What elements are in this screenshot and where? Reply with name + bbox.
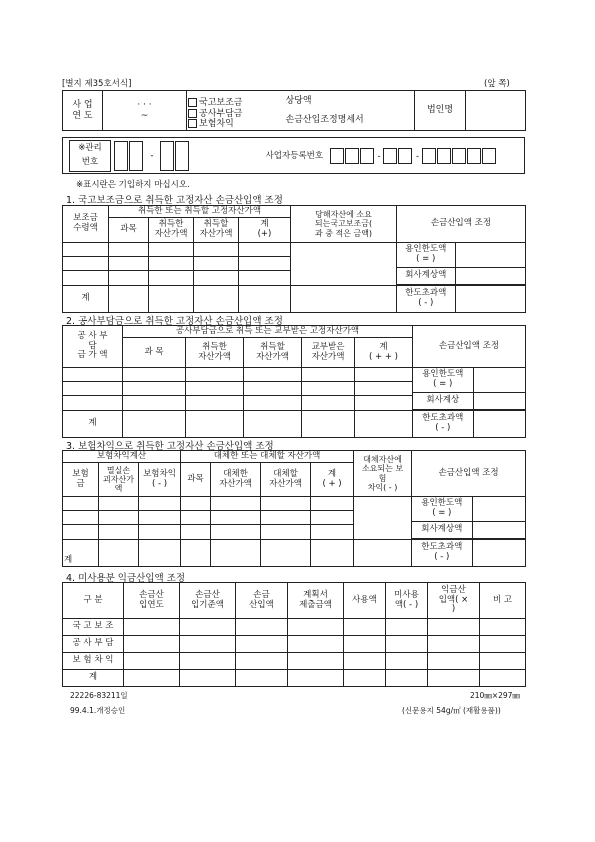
h-sum: 계 ( + ): [311, 463, 354, 497]
page-side: (앞 쪽): [484, 79, 510, 89]
notice: ※표시란은 기입하지 마십시오.: [76, 180, 190, 190]
form-options: [187, 91, 285, 131]
mgmt-box[interactable]: [175, 141, 189, 171]
section2-table: [62, 325, 526, 438]
section4-table: [62, 582, 526, 687]
h-acquired: 취득한 또는 취득할 고정자산가액: [109, 206, 291, 218]
biz-box[interactable]: [360, 148, 374, 164]
adj-limit: 용인한도액 ( = ): [397, 243, 455, 267]
h-acq-plan: 취득할 자산가액: [244, 338, 302, 368]
section2-title: 2. 공사부담금으로 취득한 고정자산 손금산입액 조정: [66, 316, 283, 327]
h-note: 비 고: [480, 583, 526, 619]
h-gain: 보험차익 ( - ): [139, 463, 181, 497]
biz-box[interactable]: [383, 148, 397, 164]
total-label: 계: [63, 539, 99, 566]
biz-box[interactable]: [467, 148, 481, 164]
option-insurance-gain[interactable]: 보험차익: [188, 119, 284, 123]
adj-limit: 용인한도액 ( = ): [412, 497, 472, 521]
section3-table: [62, 450, 526, 567]
adj-company: 회사계상액: [397, 267, 455, 284]
section1-table: [62, 205, 526, 313]
biz-box[interactable]: [437, 148, 451, 164]
corp-label: 법인명: [415, 91, 466, 131]
h-acq-done: 취득한 자산가액: [186, 338, 244, 368]
total-label: 계: [63, 285, 109, 312]
h-year: 손금산 입연도: [124, 583, 180, 619]
adj-excess: 한도초과액 ( - ): [413, 411, 473, 437]
date-dots: · · ·: [137, 100, 152, 111]
row-label: 보 험 차 익: [63, 653, 124, 670]
date-tilde: ~: [140, 110, 149, 121]
corp-name-field[interactable]: [466, 91, 526, 131]
h-acq-plan: 취득할 자산가액: [194, 218, 239, 243]
h-amount: 손금 산입액: [236, 583, 288, 619]
adj-limit: 용인한도액 ( = ): [413, 368, 473, 392]
footer-paper: (신문용지 54g/㎡ (재활용품)): [402, 706, 501, 715]
h-adjust: 손금산입액 조정: [397, 206, 526, 243]
h-income: 익금산 입액( × ): [428, 583, 480, 619]
h-granted: 교부받은 자산가액: [302, 338, 355, 368]
mgmt-label: ※관리 번호: [69, 140, 111, 172]
option-national-subsidy[interactable]: 국고보조금: [188, 98, 284, 108]
h-kind: 구 분: [63, 583, 124, 619]
biz-box[interactable]: [482, 148, 496, 164]
h-rep-plan: 대체할 자산가액: [261, 463, 311, 497]
h-item: 과목: [181, 463, 211, 497]
h-rep-done: 대체한 자산가액: [211, 463, 261, 497]
form-title: 상당액 손금산입조정명세서: [285, 91, 415, 131]
h-subsidy: 보조금 수령액: [63, 206, 109, 243]
h-portion: 대체자산에 소요되는 보 험 차익( - ): [354, 451, 412, 497]
biz-box[interactable]: [345, 148, 359, 164]
h-portion: 당해자산에 소요 되는국고보조금( 과 중 적은 금액): [291, 206, 397, 243]
section1-title: 1. 국고보조금으로 취득한 고정자산 손금산입액 조정: [66, 195, 283, 206]
h-item: 과목: [109, 218, 149, 243]
mgmt-row: [63, 138, 525, 174]
footer-approval: 99.4.1.개정승인: [70, 706, 126, 715]
h-lost: 멸실손 괴자산가 액: [99, 463, 139, 497]
h-calc: 보험차익계산: [63, 451, 181, 463]
mgmt-box[interactable]: [160, 141, 174, 171]
footer-size: 210㎜×297㎜: [470, 691, 520, 700]
biz-dash: -: [377, 151, 381, 161]
adjust-sub: [397, 243, 525, 285]
total-label: 계: [63, 410, 123, 437]
adj-company: 회사계상액: [412, 521, 472, 538]
section4-title: 4. 미사용분 익금산입액 조정: [66, 573, 186, 584]
adj-company: 회사계상: [413, 392, 473, 409]
biz-box[interactable]: [398, 148, 412, 164]
biz-box[interactable]: [330, 148, 344, 164]
checkbox-icon[interactable]: [188, 109, 197, 118]
checkbox-icon[interactable]: [188, 119, 197, 128]
h-used: 사용액: [344, 583, 386, 619]
checkbox-icon[interactable]: [188, 98, 197, 107]
year-range[interactable]: [103, 91, 187, 131]
mgmt-box[interactable]: [114, 141, 128, 171]
mgmt-dash: -: [150, 151, 154, 161]
h-base: 손금산 입기준액: [180, 583, 236, 619]
h-insur: 보험 금: [63, 463, 99, 497]
h-item: 과 목: [123, 338, 186, 368]
h-sum: 계 (+): [239, 218, 291, 243]
h-sum: 계 ( + + ): [355, 338, 413, 368]
adj-excess: 한도초과액 ( - ): [397, 286, 455, 312]
adj-excess: 한도초과액 ( - ): [412, 540, 472, 566]
h-replace: 대체한 또는 대체할 자산가액: [181, 451, 354, 463]
h-plan: 계획서 제출금액: [288, 583, 344, 619]
biz-box[interactable]: [452, 148, 466, 164]
form-id: [별지 제35호서식]: [62, 79, 132, 89]
h-acq-done: 취득한 자산가액: [149, 218, 194, 243]
row-label: 공 사 부 담: [63, 636, 124, 653]
h-adjust: 손금산입액 조정: [413, 326, 526, 368]
footer-code: 22226-83211일: [70, 691, 128, 700]
section3-title: 3. 보험차익으로 취득한 고정자산 손금산입액 조정: [66, 441, 274, 452]
year-label: 사 업 연 도: [63, 91, 103, 131]
h-amount: 공 사 부 담 금 가 액: [63, 326, 123, 368]
biz-label: 사업자등록번호: [265, 151, 324, 161]
header-table: [62, 90, 526, 131]
mgmt-box[interactable]: [129, 141, 143, 171]
mgmt-table: [62, 137, 525, 174]
row-label: 계: [63, 670, 124, 687]
biz-box[interactable]: [422, 148, 436, 164]
h-acquired: 공사부담금으로 취득 또는 교부받은 고정자산가액: [123, 326, 413, 338]
h-unused: 미사용 액( - ): [386, 583, 428, 619]
h-adjust: 손금산입액 조정: [412, 451, 526, 497]
row-label: 국 고 보 조: [63, 619, 124, 636]
option-construction-charge[interactable]: 공사부담금: [188, 109, 284, 119]
biz-dash: -: [415, 151, 420, 161]
